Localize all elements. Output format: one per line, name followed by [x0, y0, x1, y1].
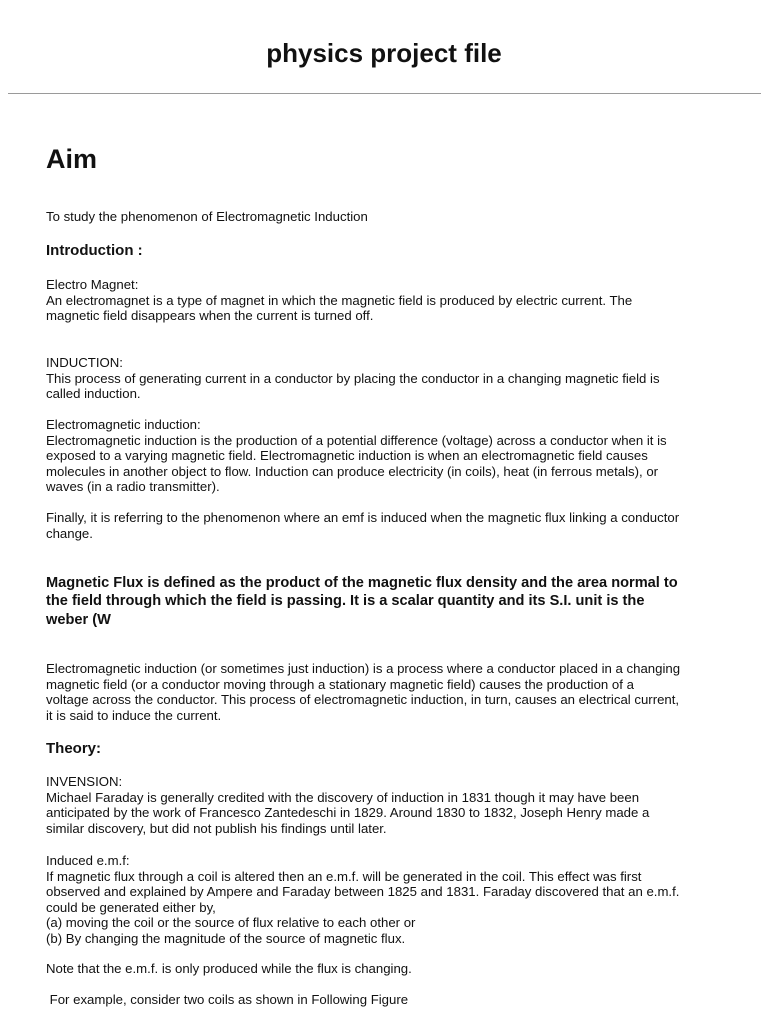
finally-paragraph: Finally, it is referring to the phenomenon where an emf is induced when the magnetic flux linking a conductor change. [46, 510, 680, 541]
theory-heading: Theory: [46, 740, 102, 757]
electromagnetic-process-paragraph: Electromagnetic induction (or sometimes just induction) is a process where a conductor placed in a changing magnetic field (or a conductor moving through a stationary magnetic field) causes the production of a voltage across the conductor. This process of electromagnetic induction, in turn, causes an electrical current, it is said to induce the current. [46, 661, 681, 723]
magnetic-flux-definition: Magnetic Flux is defined as the product of the magnetic flux density and the area normal to the field through which the field is passing. It is a scalar quantity and its S.I. unit is the weber (W [46, 575, 678, 628]
note-paragraph: Note that the e.m.f. is only produced while the flux is changing. [46, 961, 412, 976]
induced-emf-paragraph: Induced e.m.f: If magnetic flux through a coil is altered then an e.m.f. will be generated in the coil. This effect was first observed and explained by Ampere and Faraday between 1825 and 1831. Faraday discovered that an e.m.f. could be generated either by, (a) moving the coil or the source of flux relative to each other or (b) By changing the magnitude of the source of magnetic flux. [46, 853, 680, 946]
aim-heading: Aim [46, 144, 98, 174]
electromagnetic-induction-paragraph: Electromagnetic induction: Electromagnetic induction is the production of a potential difference (voltage) across a conductor when it is exposed to a varying magnetic field. Electromagnetic induction is when an electromagnetic field causes molecules in another object to flow. Induction can produce electricity (in coils), heat (in ferrous metals), or waves (in a radio transmitter). [46, 417, 667, 494]
example-paragraph: For example, consider two coils as shown in Following Figure [46, 992, 409, 1007]
invension-paragraph: INVENSION: Michael Faraday is generally credited with the discovery of induction in 1831 though it may have been anticipated by the work of Francesco Zantedeschi in 1829. Around 1830 to 1832, Joseph Henry made a similar discovery, but did not publish his findings until later. [46, 774, 650, 836]
electromagnet-paragraph: Electro Magnet: An electromagnet is a type of magnet in which the magnetic field is produced by electric current. The magnetic field disappears when the current is turned off. [46, 277, 633, 323]
induction-paragraph: INDUCTION: This process of generating current in a conductor by placing the conductor in a changing magnetic field is called induction. [46, 355, 660, 401]
title-divider [8, 93, 761, 94]
page-title: physics project file [266, 38, 502, 68]
aim-text: To study the phenomenon of Electromagnetic Induction [46, 209, 368, 224]
introduction-heading: Introduction : [46, 242, 143, 259]
